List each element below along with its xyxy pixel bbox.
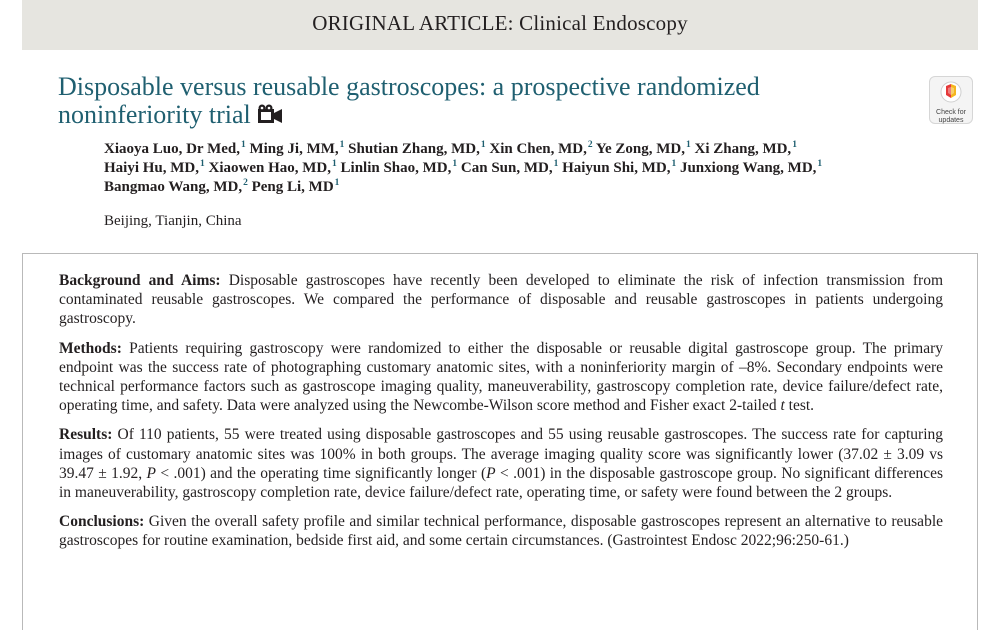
author[interactable]: Linlin Shao, MD,$^1$ [340, 159, 458, 176]
results-p-symbol: P [146, 464, 156, 482]
author[interactable]: Can Sun, MD,$^1$ [460, 159, 559, 176]
author[interactable]: Xiaowen Hao, MD,$^1$ [208, 159, 337, 176]
methods-text-end: test. [784, 397, 815, 415]
check-updates-line2: updates [938, 117, 964, 124]
author[interactable]: Bangmao Wang, MD,$^2$ [104, 178, 248, 195]
author[interactable]: Junxiong Wang, MD,$^1$ [679, 159, 823, 176]
author[interactable]: Ye Zong, MD,$^1$ [595, 140, 691, 157]
article-type-header [22, 0, 978, 50]
conclusions-heading: Conclusions: [59, 513, 145, 531]
results-heading: Results: [59, 426, 113, 444]
article-title-text: Disposable versus reusable gastroscopes: a prospective randomized noninferiority trial [58, 72, 760, 129]
article-type-label: ORIGINAL ARTICLE: Clinical Endoscopy [312, 11, 688, 35]
author[interactable]: Haiyi Hu, MD,$^1$ [104, 159, 205, 176]
bookmark-ribbon-icon [930, 81, 972, 108]
results-text-3: < .001) in the disposable gastroscope group. No significant differences in maneuverability, gastroscopy completion rate, device failure/defect rate, operating time, or safety were found between the 2 groups. [59, 464, 943, 502]
author[interactable]: Xin Chen, MD,$^2$ [489, 140, 593, 157]
abstract-background [59, 271, 943, 329]
check-for-updates-badge[interactable] [929, 76, 973, 124]
methods-t-symbol: t [780, 397, 785, 415]
methods-heading: Methods: [59, 339, 122, 357]
abstract-conclusions [59, 512, 943, 550]
video-camera-icon[interactable] [257, 104, 283, 132]
affiliation: Beijing, Tianjin, China [104, 213, 242, 229]
background-heading: Background and Aims: [59, 272, 221, 289]
conclusions-text: Given the overall safety profile and similar technical performance, disposable gastroscopes represent an alternative to reusable gastroscopes for routine examination, bedside first aid, and some certain circumstances. (Gastrointest Endosc 2022;96:250-61.) [59, 513, 944, 550]
abstract-results [59, 425, 943, 502]
results-text-1: Of 110 patients, 55 were treated using disposable gastroscopes and 55 using reusable gastroscopes. The success rate for capturing images of customary anatomic sites was 100% in both groups. The average imaging quality score was significantly lower (37.02 ± 3.09 vs 39.47 ± 1.92, [59, 426, 944, 482]
author-list [104, 140, 964, 197]
author[interactable]: Haiyun Shi, MD,$^1$ [562, 159, 677, 176]
article-title [58, 73, 878, 132]
author[interactable]: Shutian Zhang, MD,$^1$ [348, 140, 486, 157]
results-text-2: < .001) and the operating time significantly longer ( [156, 464, 487, 482]
background-text: Disposable gastroscopes have recently been developed to eliminate the risk of infection transmission from contaminated reusable gastroscopes. We compared the performance of disposable and reusable gastroscopes in patients undergoing gastroscopy. [59, 272, 944, 328]
abstract-methods [59, 339, 943, 416]
author[interactable]: Ming Ji, MM,$^1$ [249, 140, 345, 157]
author[interactable]: Xiaoya Luo, Dr Med,$^1$ [104, 140, 246, 157]
author[interactable]: Peng Li, $MD^1$ [251, 178, 340, 195]
author[interactable]: Xi Zhang, MD,$^1$ [694, 140, 797, 157]
results-p-symbol: P [486, 464, 496, 482]
check-updates-line1: Check for [936, 109, 966, 116]
methods-text: Patients requiring gastroscopy were randomized to either the disposable or reusable digital gastroscope group. The primary endpoint was the success rate of photographing customary anatomic sites, with a noninferiority margin of –8%. Secondary endpoints were technical performance factors such as gastroscope imaging quality, maneuverability, gastroscopy completion rate, device failure/defect rate, operating time, and safety. Data were analyzed using the Newcombe-Wilson score method and Fisher exact 2-tailed [59, 339, 943, 415]
abstract-box [22, 253, 978, 630]
